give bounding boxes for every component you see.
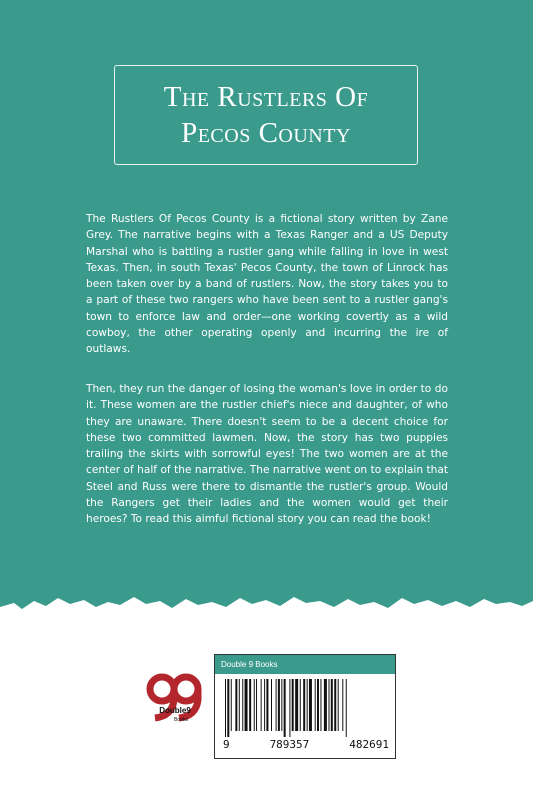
isbn-group-2: 482691 [349,738,389,751]
publisher-logo [145,672,205,724]
isbn-barcode [221,679,391,737]
book-title-line-2: Pecos County [181,117,351,149]
book-title-line-1: The Rustlers Of [163,81,369,113]
barcode-panel [214,654,396,759]
torn-paper-edge [0,585,533,625]
logo-wordmark: Double9 [159,706,191,715]
logo-subtext: Books [174,717,188,723]
blurb-paragraph-1: The Rustlers Of Pecos County is a fictional story written by Zane Grey. The narrative begins with a Texas Ranger and a US Deputy Marshal who is battling a rustler gang while falling in love in west Texas. Then, in south Texas' Pecos County, the town of Linrock has been taken over by a band of rustlers. Now, the story takes you to a part of these two rangers who have been sent to a rustler gang's town to enforce law and order—one working covertly as a wild cowboy, the other operating openly and incurring the ire of outlaws. [86,213,448,356]
title-box [114,65,418,165]
blurb-paragraph-2: Then, they run the danger of losing the woman's love in order to do it. These women are the rustler chief's niece and daughter, of who they are unaware. There doesn't seem to be a decent choice for these two committed lawmen. Now, the story has two puppies trailing the skirts with sorrowful eyes! The two women are at the center of half of the narrative. The narrative went on to explain that Steel and Russ were there to dismantle the rustler's group. Would the Rangers get their ladies and the women would get their heroes? To read this aimful fictional story you can read the book! [86,383,448,526]
isbn-group-1: 789357 [269,738,310,751]
isbn-digits [215,738,395,751]
isbn-lead-digit: 9 [223,738,230,751]
publisher-name: Double 9 Books [215,655,395,674]
